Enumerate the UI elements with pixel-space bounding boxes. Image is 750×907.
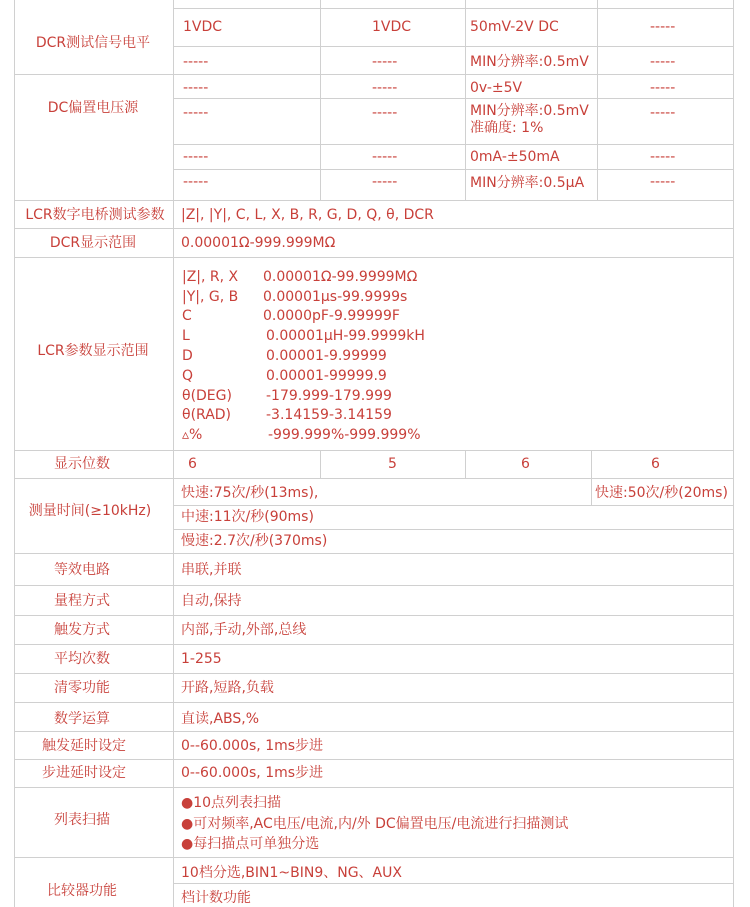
cell-value: MIN分辨率:0.5μA bbox=[470, 175, 585, 191]
cell-value: ----- bbox=[183, 174, 209, 190]
sub-row-divider bbox=[173, 505, 733, 506]
col-divider bbox=[597, 0, 598, 200]
row-divider bbox=[14, 787, 734, 788]
col-divider bbox=[465, 450, 466, 478]
row-label-comparator: 比较器功能 bbox=[47, 883, 117, 899]
sub-row-divider bbox=[173, 98, 733, 99]
label-column-divider bbox=[173, 0, 174, 907]
param-name: C bbox=[182, 308, 192, 324]
table-border-right bbox=[733, 0, 734, 907]
row-divider bbox=[14, 228, 734, 229]
cell-value: ----- bbox=[183, 149, 209, 165]
sub-row-divider bbox=[173, 883, 733, 884]
row-label-display-digits: 显示位数 bbox=[54, 456, 110, 472]
param-range: -179.999-179.999 bbox=[266, 388, 392, 404]
cell-value: ----- bbox=[183, 105, 209, 121]
cell-value: ----- bbox=[650, 149, 676, 165]
cell-value: ----- bbox=[650, 54, 676, 70]
cell-value: 档计数功能 bbox=[181, 890, 251, 906]
cell-value: 快速:75次/秒(13ms), bbox=[181, 485, 319, 501]
cell-value: 中速:11次/秒(90ms) bbox=[181, 509, 314, 525]
col-divider bbox=[591, 450, 592, 478]
row-divider bbox=[14, 478, 734, 479]
row-divider bbox=[14, 702, 734, 703]
sub-row-divider bbox=[173, 46, 733, 47]
cell-value: ----- bbox=[372, 105, 398, 121]
sub-row-divider bbox=[173, 169, 733, 170]
cell-value: 50mV-2V DC bbox=[470, 19, 559, 35]
cell-value: 自动,保持 bbox=[181, 593, 242, 609]
row-label-averaging: 平均次数 bbox=[54, 651, 110, 667]
row-label-lcr-test-params: LCR数字电桥测试参数 bbox=[25, 207, 165, 223]
cell-value: 0--60.000s, 1ms步进 bbox=[181, 738, 324, 754]
cell-value: 准确度: 1% bbox=[470, 120, 544, 136]
cell-value: MIN分辨率:0.5mV bbox=[470, 54, 589, 70]
sub-row-divider bbox=[173, 8, 733, 9]
sub-row-divider bbox=[173, 144, 733, 145]
cell-value: ----- bbox=[650, 80, 676, 96]
row-divider bbox=[14, 731, 734, 732]
cell-value: 串联,并联 bbox=[181, 562, 242, 578]
cell-value: 5 bbox=[388, 456, 397, 472]
list-item: ●可对频率,AC电压/电流,内/外 DC偏置电压/电流进行扫描测试 bbox=[181, 816, 569, 832]
row-divider bbox=[14, 857, 734, 858]
cell-value: 内部,手动,外部,总线 bbox=[181, 622, 307, 638]
row-label-trigger-delay: 触发延时设定 bbox=[42, 738, 126, 754]
cell-value: 1-255 bbox=[181, 651, 222, 667]
param-name: |Z|, R, X bbox=[182, 269, 239, 285]
col-divider bbox=[591, 478, 592, 505]
param-name: |Y|, G, B bbox=[182, 289, 239, 305]
cell-value: ----- bbox=[650, 174, 676, 190]
row-divider bbox=[14, 759, 734, 760]
cell-value: 1VDC bbox=[183, 19, 223, 35]
col-divider bbox=[320, 450, 321, 478]
row-label-dcr-test-level: DCR测试信号电平 bbox=[35, 35, 151, 51]
cell-value: 1VDC bbox=[372, 19, 412, 35]
cell-value: ----- bbox=[372, 80, 398, 96]
cell-value: 直读,ABS,% bbox=[181, 711, 260, 727]
param-range: -3.14159-3.14159 bbox=[266, 407, 392, 423]
param-name: θ(RAD) bbox=[182, 407, 232, 423]
row-divider bbox=[14, 585, 734, 586]
row-label-list-scan: 列表扫描 bbox=[54, 812, 110, 828]
row-divider bbox=[14, 74, 734, 75]
row-label-math: 数学运算 bbox=[54, 711, 110, 727]
list-item: ●每扫描点可单独分选 bbox=[181, 836, 320, 852]
row-label-step-delay: 步进延时设定 bbox=[42, 765, 126, 781]
cell-value: ----- bbox=[372, 54, 398, 70]
param-name: ▵% bbox=[182, 427, 203, 443]
row-label-dc-bias-source: DC偏置电压源 bbox=[47, 100, 139, 116]
cell-value: 慢速:2.7次/秒(370ms) bbox=[181, 533, 328, 549]
param-name: L bbox=[182, 328, 190, 344]
param-range: 0.00001μs-99.9999s bbox=[263, 289, 408, 305]
param-range: 0.00001Ω-99.9999MΩ bbox=[263, 269, 418, 285]
cell-value: ----- bbox=[650, 19, 676, 35]
sub-row-divider bbox=[173, 529, 733, 530]
cell-value: 0mA-±50mA bbox=[470, 149, 560, 165]
param-range: 0.00001μH-99.9999kH bbox=[266, 328, 425, 344]
row-label-zeroing: 清零功能 bbox=[54, 680, 110, 696]
cell-value: MIN分辨率:0.5mV bbox=[470, 103, 589, 119]
cell-value: ----- bbox=[650, 105, 676, 121]
cell-value: 快速:50次/秒(20ms) bbox=[595, 485, 728, 501]
param-range: 0.00001-99999.9 bbox=[266, 368, 387, 384]
param-range: 0.00001-9.99999 bbox=[266, 348, 387, 364]
row-divider bbox=[14, 673, 734, 674]
cell-value: 0v-±5V bbox=[470, 80, 523, 96]
row-divider bbox=[14, 553, 734, 554]
cell-value: ----- bbox=[183, 54, 209, 70]
param-range: -999.999%-999.999% bbox=[268, 427, 421, 443]
param-range: 0.0000pF-9.99999F bbox=[263, 308, 400, 324]
row-divider bbox=[14, 644, 734, 645]
param-name: Q bbox=[182, 368, 194, 384]
row-divider bbox=[14, 200, 734, 201]
param-name: D bbox=[182, 348, 193, 364]
param-name: θ(DEG) bbox=[182, 388, 232, 404]
cell-value: 0--60.000s, 1ms步进 bbox=[181, 765, 324, 781]
cell-value: 0.00001Ω-999.999MΩ bbox=[181, 235, 336, 251]
cell-value: 6 bbox=[651, 456, 660, 472]
cell-value: ----- bbox=[372, 149, 398, 165]
col-divider bbox=[320, 0, 321, 200]
row-label-equivalent-circuit: 等效电路 bbox=[54, 562, 110, 578]
row-divider bbox=[14, 257, 734, 258]
cell-value: ----- bbox=[372, 174, 398, 190]
cell-value: 6 bbox=[188, 456, 197, 472]
cell-value: |Z|, |Y|, C, L, X, B, R, G, D, Q, θ, DCR bbox=[181, 207, 434, 223]
cell-value: 10档分选,BIN1~BIN9、NG、AUX bbox=[181, 865, 402, 881]
cell-value: 6 bbox=[521, 456, 530, 472]
row-label-measure-time: 测量时间(≥10kHz) bbox=[28, 503, 152, 519]
table-border-left bbox=[14, 0, 15, 907]
row-divider bbox=[14, 450, 734, 451]
row-label-dcr-display-range: DCR显示范围 bbox=[49, 235, 137, 251]
row-label-lcr-display-range: LCR参数显示范围 bbox=[37, 343, 149, 359]
row-label-trigger-mode: 触发方式 bbox=[54, 622, 110, 638]
cell-value: ----- bbox=[183, 80, 209, 96]
row-divider bbox=[14, 615, 734, 616]
cell-value: 开路,短路,负载 bbox=[181, 680, 274, 696]
col-divider bbox=[465, 0, 466, 200]
row-label-range-mode: 量程方式 bbox=[54, 593, 110, 609]
list-item: ●10点列表扫描 bbox=[181, 795, 282, 811]
